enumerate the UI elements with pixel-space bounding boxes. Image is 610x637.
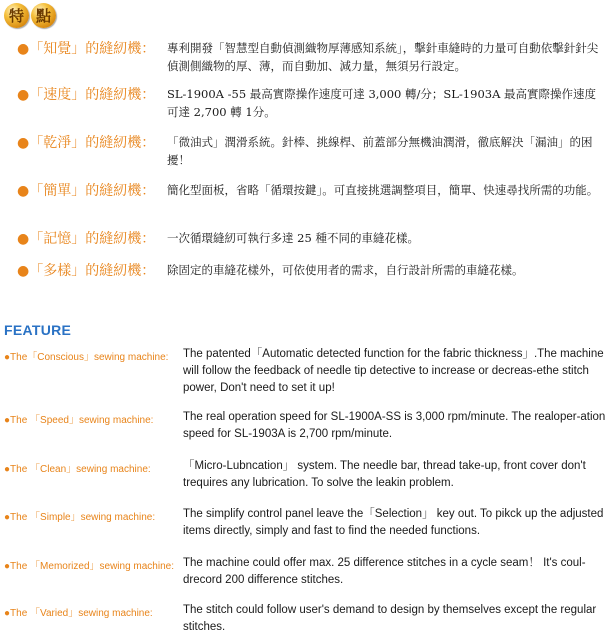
- zh-feature-desc: 簡化型面板，省略「循環按鍵」。可直接挑選調整項目，簡單、快速尋找所需的功能。: [167, 183, 599, 197]
- zh-feature-desc: 除固定的車縫花樣外，可依使用者的需求，自行設計所需的車縫花樣。: [167, 263, 524, 277]
- en-feature-label: ●The 「Clean」sewing machine:: [4, 464, 151, 475]
- en-feature-desc: The patented「Automatic detected function for the fabric thickness」.The machine will follow the feedback of needle tip detective to increase or decreas-ethe stitch power, Don't need to set it up!: [183, 348, 604, 394]
- badge-char-2: 點: [31, 3, 56, 28]
- zh-feature-desc: SL-1900A -55 最高實際操作速度可達 3,000 轉/分；SL-1903A 最高實際操作速度可達 2,700 轉 1分。: [167, 87, 597, 119]
- en-feature-label: ●The「Conscious」sewing machine:: [4, 352, 169, 363]
- zh-feature-desc: 「微油式」潤滑系統。針棒、挑線桿、前蓋部分無機油潤滑，徹底解決「漏油」的困擾！: [167, 135, 593, 167]
- zh-feature-label: ●「乾淨」的縫紉機：: [17, 135, 156, 151]
- en-feature-label: ●The 「Simple」sewing machine:: [4, 512, 156, 523]
- en-feature-desc: The simplify control panel leave the「Selection」 key out. To pikck up the adjusted items directly, simply and fast to find the needed functions.: [183, 508, 604, 537]
- zh-feature-label: ●「多樣」的縫紉機：: [17, 263, 156, 279]
- zh-feature-label: ●「記憶」的縫紉機：: [17, 231, 156, 247]
- en-feature-desc: The stitch could follow user's demand to design by themselves except the regular stitches.: [183, 604, 597, 633]
- en-feature-desc: The real operation speed for SL-1900A-SS is 3,000 rpm/minute. The realoper-ation speed for SL-1903A is 2,700 rpm/minute.: [183, 411, 606, 440]
- zh-feature-desc: 專利開發「智慧型自動偵測織物厚薄感知系統」，擊針車縫時的力量可自動依擊針針尖偵測側織物的厚、薄，而自動加、減力量，無須另行設定。: [167, 41, 599, 73]
- feature-badge: [4, 3, 56, 28]
- en-feature-desc: 「Micro-Lubncation」 system. The needle bar, thread take-up, front cover don't trequires any lubrication. To solve the leakin problem.: [183, 460, 586, 489]
- en-feature-desc: The machine could offer max. 25 difference stitches in a cycle seam！ It's coul-drecord 200 difference stitches.: [183, 557, 586, 586]
- en-feature-label: ●The 「Speed」sewing machine:: [4, 415, 154, 426]
- feature-heading: FEATURE: [4, 322, 72, 338]
- en-feature-label: ●The 「Varied」sewing machine:: [4, 608, 153, 619]
- zh-feature-label: ●「知覺」的縫紉機：: [17, 41, 156, 57]
- zh-feature-label: ●「速度」的縫紉機：: [17, 87, 156, 103]
- badge-char-1: 特: [4, 3, 29, 28]
- zh-feature-label: ●「簡單」的縫紉機：: [17, 183, 156, 199]
- en-feature-label: ●The 「Memorized」sewing machine:: [4, 561, 174, 572]
- zh-feature-desc: 一次循環縫紉可執行多達 25 種不同的車縫花樣。: [167, 231, 419, 245]
